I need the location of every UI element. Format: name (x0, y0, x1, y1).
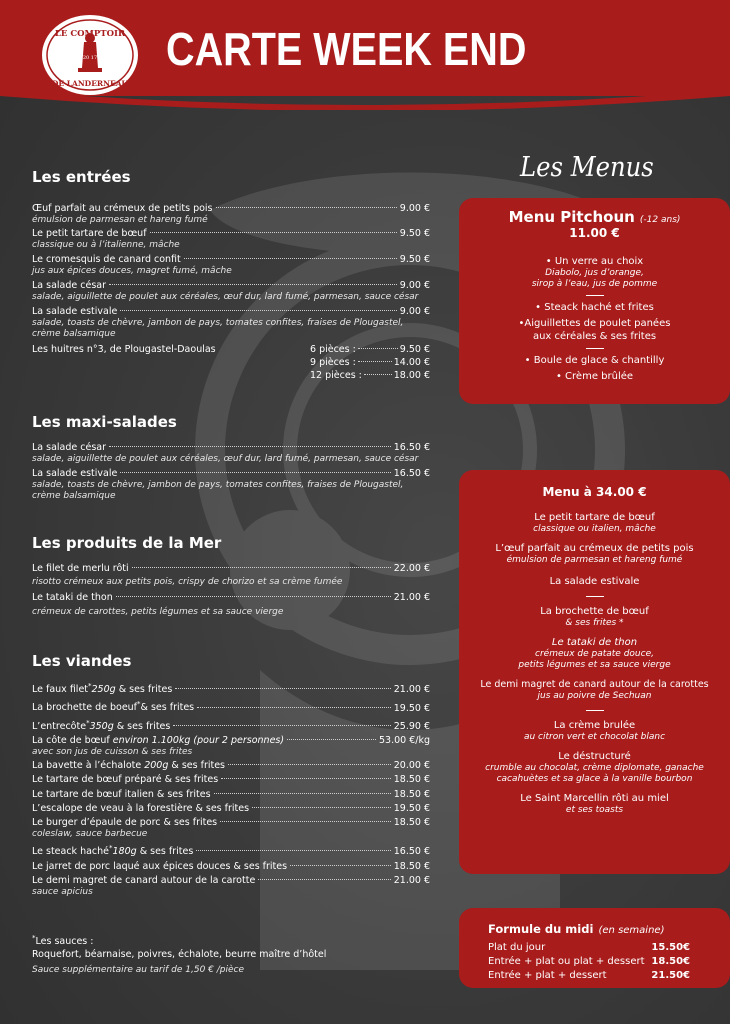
item-price: 18.50 € (393, 816, 430, 828)
item-name-text: La brochette de boeuf (32, 702, 138, 714)
pitchoun-age: (-12 ans) (639, 215, 681, 225)
menu-item (32, 817, 430, 840)
menu-item (32, 468, 430, 502)
pitchoun-dessert: • Boule de glace & chantilly (524, 355, 665, 366)
item-price: 18.50 € (393, 788, 430, 800)
menu-item (32, 563, 430, 588)
pitchoun-drink-desc: Diabolo, jus d’orange, (545, 268, 644, 278)
menu-item (32, 875, 430, 898)
item-price: 16.50 € (393, 846, 430, 858)
item-sup: * (109, 844, 113, 853)
menu34-desc: émulsion de parmesan et hareng fumé (506, 555, 683, 565)
item-name (32, 789, 211, 801)
formule-label: Entrée + plat + dessert (488, 970, 607, 981)
menu-item (32, 717, 430, 733)
item-desc: coleslaw, sauce barbecue (32, 828, 148, 839)
item-name: Le cromesquis de canard confit (32, 254, 181, 265)
section-title-maxi: Les maxi-salades (32, 413, 177, 431)
formule-row (488, 969, 690, 983)
item-rest: & ses frites (113, 720, 171, 732)
item-price: 16.50 € (393, 468, 430, 479)
item-name: La salade estivale (32, 468, 118, 479)
option-label: 6 pièces : (310, 344, 356, 355)
menu34-desc: au citron vert et chocolat blanc (523, 732, 666, 742)
item-desc: risotto crémeux aux petits pois, crispy de chorizo et sa crème fumée (32, 577, 343, 587)
menu34-desc: crumble au chocolat, crème diplomate, ganache (485, 763, 704, 773)
menu34-entree: L’œuf parfait au crémeux de petits pois (495, 543, 694, 554)
item-detail: 180g (112, 846, 137, 858)
formule-title: Formule du midi (488, 922, 594, 936)
item-rest: & ses frites (168, 760, 226, 772)
svg-text:DE LANDERNEAU: DE LANDERNEAU (51, 79, 129, 88)
pitchoun-price: 11.00 € (569, 226, 620, 240)
viandes-list (32, 680, 430, 900)
menu-item (32, 789, 430, 801)
item-name (32, 760, 225, 772)
menu-pitchoun-box (459, 198, 730, 404)
item-rest: & ses frites (136, 846, 194, 858)
item-name (32, 717, 170, 733)
menu34-entree: La salade estivale (549, 576, 640, 587)
formule-box (459, 908, 730, 988)
item-desc: avec son jus de cuisson & ses frites (32, 747, 193, 758)
menu-item (32, 735, 430, 758)
item-desc: sauce apicius (32, 886, 93, 897)
item-price: 22.00 € (393, 563, 430, 574)
item-price: 18.50 € (393, 774, 430, 786)
section-title-viandes: Les viandes (32, 652, 132, 670)
separator (586, 710, 604, 711)
item-name: Le tataki de thon (32, 592, 113, 603)
item-desc: classique ou à l’italienne, mâche (32, 240, 180, 250)
menu-item (32, 203, 430, 226)
item-price: 9.00 € (399, 306, 430, 317)
item-price: 19.50 € (393, 702, 430, 714)
item-price: 9.00 € (399, 280, 430, 291)
huitres-options (310, 344, 430, 381)
item-detail: environ 1.100kg (pour 2 personnes) (109, 735, 285, 747)
menu-item (32, 680, 430, 696)
menu-item (32, 803, 430, 815)
item-sup: * (88, 682, 92, 690)
menu-item (32, 442, 430, 465)
pitchoun-main: • Steack haché et frites (535, 302, 654, 313)
pitchoun-dessert: • Crème brûlée (555, 371, 634, 382)
item-price: 25.90 € (393, 720, 430, 732)
menu34-desc: jus au poivre de Sechuan (537, 691, 652, 701)
item-price: 9.50 € (399, 228, 430, 239)
option-label: 9 pièces : (310, 357, 356, 368)
item-name-text: La bavette à l’échalote (32, 760, 142, 772)
item-price: 18.50 € (393, 860, 430, 872)
item-desc: salade, aiguillette de poulet aux céréales, œuf dur, lard fumé, parmesan, sauce césar (32, 454, 419, 464)
item-desc: salade, aiguillette de poulet aux céréales, œuf dur, lard fumé, parmesan, sauce césar (32, 292, 419, 302)
pitchoun-title: Menu Pitchoun (508, 208, 635, 226)
item-name-text: Le tartare de bœuf italien & ses frites (32, 788, 211, 800)
separator (586, 348, 604, 349)
formule-price: 18.50€ (651, 956, 690, 967)
item-detail: 350g (89, 720, 114, 732)
item-name: La salade césar (32, 442, 107, 453)
formule-label: Entrée + plat ou plat + dessert (488, 956, 645, 967)
item-name (32, 875, 255, 887)
item-price: 21.00 € (393, 874, 430, 886)
item-desc: crème balsamique (32, 491, 116, 501)
item-sup: * (86, 718, 90, 727)
option-label: 12 pièces : (310, 370, 362, 381)
menu-item (32, 280, 430, 303)
menu-item (32, 698, 430, 714)
menu34-desc: et ses toasts (565, 805, 624, 815)
menu34-dessert: Le déstructuré (558, 751, 631, 762)
item-sup: * (137, 700, 141, 709)
menu34-desc: crémeux de patate douce, (535, 649, 654, 659)
menu34-plat: La brochette de bœuf (540, 606, 649, 617)
item-desc: crémeux de carottes, petits légumes et sa sauce vierge (32, 607, 284, 617)
item-name: La salade estivale (32, 306, 118, 317)
pitchoun-drink: • Un verre au choix (545, 256, 644, 267)
item-desc: salade, toasts de chèvre, jambon de pays, tomates confites, fraises de Plougastel, (32, 480, 404, 490)
sauces-sup: * (32, 934, 36, 942)
item-detail: 250g (91, 684, 116, 696)
item-price: 19.50 € (393, 802, 430, 814)
menu-item (32, 592, 430, 618)
item-name-text: Le jarret de porc laqué aux épices douces & ses frites (32, 860, 288, 872)
menu-item (32, 306, 430, 340)
formule-row (488, 955, 690, 969)
section-title-entrees: Les entrées (32, 168, 131, 186)
item-desc: crème balsamique (32, 329, 116, 339)
menus-title: Les Menus (520, 152, 654, 183)
separator (586, 596, 604, 597)
item-price: 21.00 € (393, 684, 430, 696)
item-name: Œuf parfait au crémeux de petits pois (32, 203, 213, 214)
item-name: La salade césar (32, 280, 107, 291)
menu-item (32, 842, 430, 858)
formule-price: 15.50€ (651, 942, 690, 953)
menu34-dessert: Le Saint Marcellin rôti au miel (520, 793, 669, 804)
menu34-desc: cacahuètes et sa glace à la vanille bourbon (496, 774, 693, 784)
menu34-plat: Le tataki de thon (551, 637, 638, 648)
item-desc: émulsion de parmesan et hareng fumé (32, 215, 208, 225)
menu34-entree: Le petit tartare de bœuf (534, 512, 655, 523)
menu-item (32, 774, 430, 786)
item-price: 20.00 € (393, 760, 430, 772)
item-desc: jus aux épices douces, magret fumé, mâche (32, 266, 232, 276)
option-price: 14.00 € (393, 357, 430, 368)
formule-row (488, 941, 690, 955)
option-price: 9.50 € (399, 344, 430, 355)
sauces-note: Sauce supplémentaire au tarif de 1,50 € /pièce (32, 965, 245, 976)
option-price: 18.00 € (393, 370, 430, 381)
sauces-block (32, 932, 326, 976)
formule-subtitle: (en semaine) (598, 925, 665, 936)
item-name (32, 803, 249, 815)
menu-item (32, 228, 430, 251)
item-name (32, 735, 284, 747)
formule-price: 21.50€ (651, 970, 690, 981)
menu-item (32, 254, 430, 277)
item-name (32, 842, 193, 858)
svg-text:20 17: 20 17 (82, 55, 98, 61)
item-name: Les huitres n°3, de Plougastel-Daoulas (32, 344, 216, 355)
item-name-text: Le burger d’épaule de porc & ses frites (32, 816, 218, 828)
item-rest: & ses frites (140, 702, 195, 714)
item-price: 9.50 € (399, 254, 430, 265)
item-detail: 200g (141, 760, 169, 772)
item-name-text: Le steack haché (32, 846, 110, 858)
formule-label: Plat du jour (488, 942, 546, 953)
menu-item (32, 760, 430, 772)
svg-text:LE COMPTOIR: LE COMPTOIR (54, 29, 126, 39)
sauces-title: Les sauces : (35, 936, 94, 948)
item-name-text: L’escalope de veau à la forestière & ses frites (32, 802, 250, 814)
menu34-plat: Le demi magret de canard autour de la carottes (480, 679, 709, 690)
menu34-desc: petits légumes et sa sauce vierge (518, 660, 671, 670)
menu-34-box (459, 470, 730, 874)
menu-item-huitres (32, 344, 302, 356)
pitchoun-main: •Aiguillettes de poulet panées (518, 318, 671, 329)
pitchoun-main: aux céréales & ses frites (532, 331, 657, 342)
item-name-text: La côte de bœuf (32, 735, 110, 747)
item-name (32, 680, 172, 696)
pitchoun-drink-desc: sirop à l’eau, jus de pomme (531, 279, 658, 289)
menu-item (32, 861, 430, 873)
section-title-mer: Les produits de la Mer (32, 534, 222, 552)
page-title: CARTE WEEK END (166, 23, 527, 75)
item-name-text: Le faux filet (32, 684, 89, 696)
item-price: 9.00 € (399, 203, 430, 214)
separator (586, 295, 604, 296)
menu34-dessert: La crème brulée (553, 720, 636, 731)
item-price: 53.00 €/kg (379, 735, 430, 747)
item-name: Le petit tartare de bœuf (32, 228, 147, 239)
item-desc: salade, toasts de chèvre, jambon de pays, tomates confites, fraises de Plougastel, (32, 318, 404, 328)
item-rest: & ses frites (115, 684, 173, 696)
item-name-text: Le demi magret de canard autour de la carotte (32, 874, 256, 886)
menu34-title: Menu à 34.00 € (542, 485, 647, 499)
item-name-text: L’entrecôte (32, 720, 87, 732)
item-name-text: Le tartare de bœuf préparé & ses frites (32, 774, 219, 786)
item-name (32, 698, 194, 714)
item-name (32, 774, 218, 786)
item-price: 21.00 € (393, 592, 430, 603)
item-name (32, 817, 217, 829)
menu34-desc: classique ou italien, mâche (533, 524, 656, 534)
menu34-desc: & ses frites * (565, 618, 624, 628)
comptoir-logo (40, 12, 140, 98)
item-name (32, 861, 287, 873)
sauces-list: Roquefort, béarnaise, poivres, échalote, beurre maître d’hôtel (32, 949, 327, 961)
item-name: Le filet de merlu rôti (32, 563, 129, 574)
item-price: 16.50 € (393, 442, 430, 453)
